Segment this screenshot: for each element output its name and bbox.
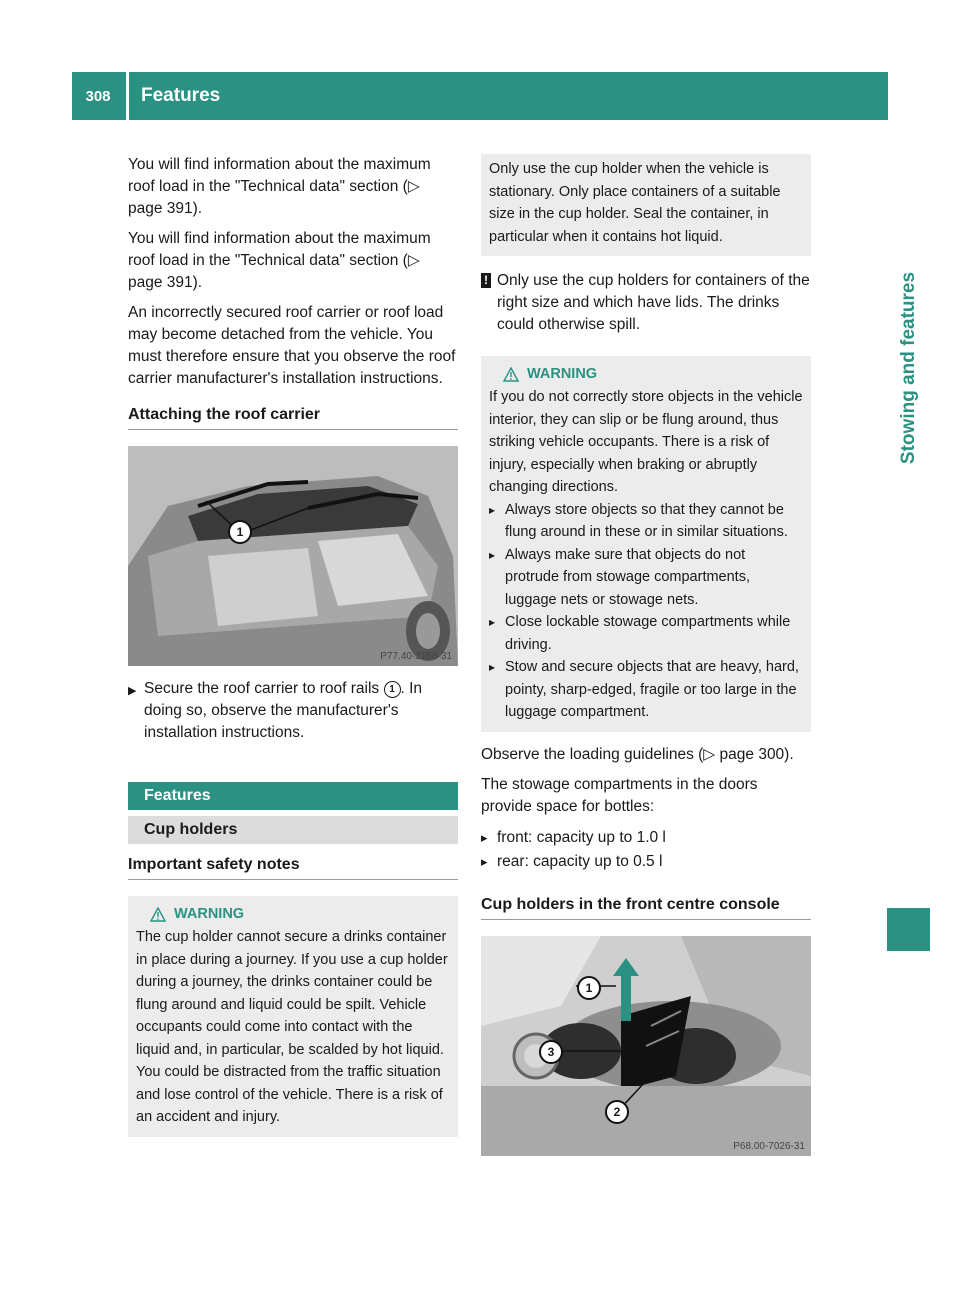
paragraph-roof-load-1: You will find information about the maximum roof load in the "Technical data" section (▷ page 391). bbox=[128, 156, 431, 217]
page-title: Features bbox=[141, 85, 221, 106]
paragraph-roof-carrier-warning: An incorrectly secured roof carrier or roof load may become detached from the vehicle. You must therefore ensure that you observe the roof carrier manufacturer's installation instructions. bbox=[128, 304, 456, 387]
warning-text: If you do not correctly store objects in the vehicle interior, they can slip or be flung around, thus striking vehicle occupants. There is a risk of injury, especially when braking or abruptly changing directions. bbox=[489, 389, 803, 495]
warning-box-cup-holder bbox=[128, 896, 458, 1137]
info-box-text: Only use the cup holder when the vehicle is stationary. Only place containers of a suitable size in the cup holder. Seal the container, in particular when it contains hot liquid. bbox=[489, 161, 781, 245]
capacity-list bbox=[481, 826, 811, 874]
caution-note bbox=[481, 270, 811, 336]
caution-text: Only use the cup holders for containers of the right size and which have lids. The drinks could otherwise spill. bbox=[497, 272, 810, 333]
warning-box-objects bbox=[481, 356, 811, 732]
side-tab bbox=[887, 123, 930, 613]
info-box-cup-holder bbox=[481, 154, 811, 256]
warning-header bbox=[136, 906, 450, 922]
exclamation-icon: ! bbox=[481, 273, 491, 288]
figure2-callout-2: 2 bbox=[605, 1100, 629, 1124]
section-band-cup-holders: Cup holders bbox=[128, 816, 458, 844]
warning-label: WARNING bbox=[527, 366, 598, 382]
list-item: ▸ Always make sure that objects do not protrude from stowage compartments, luggage nets or stowage nets. bbox=[489, 544, 803, 612]
figure1-callout-1: 1 bbox=[228, 520, 252, 544]
list-item: ▸ rear: capacity up to 0.5 l bbox=[481, 850, 811, 874]
side-tab-label: Stowing and features bbox=[897, 271, 919, 465]
left-column bbox=[128, 154, 458, 1137]
header-separator bbox=[126, 72, 129, 120]
paragraph-loading-guidelines: Observe the loading guidelines (▷ page 300). bbox=[481, 745, 794, 763]
cup-holder-illustration bbox=[481, 936, 811, 1156]
cup-holder-figure bbox=[481, 936, 811, 1156]
page-number: 308 bbox=[85, 87, 111, 105]
heading-safety-notes: Important safety notes bbox=[128, 852, 458, 880]
figure2-code: P68.00-7026-31 bbox=[733, 1140, 805, 1152]
figure2-callout-3: 3 bbox=[539, 1040, 563, 1064]
heading-attaching-roof-carrier: Attaching the roof carrier bbox=[128, 402, 458, 430]
warning-header bbox=[489, 366, 803, 382]
side-tab-marker bbox=[887, 908, 930, 951]
warning-bullet-list bbox=[489, 499, 803, 724]
paragraph-door-compartments: The stowage compartments in the doors provide space for bottles: bbox=[481, 775, 758, 815]
warning-triangle-icon bbox=[150, 907, 166, 922]
figure1-code: P77.40-2158-31 bbox=[380, 651, 452, 662]
step-text-after: . In doing so, observe the manufacturer's installation instructions. bbox=[144, 680, 423, 741]
warning-label: WARNING bbox=[174, 906, 245, 922]
roof-carrier-figure bbox=[128, 446, 458, 666]
step-text-before: Secure the roof carrier to roof rails bbox=[144, 680, 380, 697]
heading-front-console-cup-holders: Cup holders in the front centre console bbox=[481, 892, 811, 920]
warning-triangle-icon bbox=[503, 367, 519, 382]
list-item: ▸ Always store objects so that they cannot be flung around in these or in similar situations. bbox=[489, 499, 803, 544]
list-item: ▸ front: capacity up to 1.0 l bbox=[481, 826, 811, 850]
car-roof-illustration bbox=[128, 446, 458, 666]
list-item: ▸ Close lockable stowage compartments while driving. bbox=[489, 611, 803, 656]
list-item: ▸ Stow and secure objects that are heavy, hard, pointy, sharp-edged, fragile or too large in the luggage compartment. bbox=[489, 656, 803, 724]
figure2-callout-1: 1 bbox=[577, 976, 601, 1000]
callout-1-icon: 1 bbox=[384, 681, 401, 698]
right-column bbox=[481, 154, 811, 1156]
warning-text: The cup holder cannot secure a drinks container in place during a journey. If you use a cup holder during a journey, the drinks container could be flung around and liquid could be spilt. Vehicle occupants could come into contact with the liquid and, in particular, be scalded by hot liquid. You could be distracted from the traffic situation and lose control of the vehicle. There is a risk of an accident and injury. bbox=[136, 929, 448, 1125]
step-secure-roof-carrier bbox=[128, 678, 458, 744]
paragraph-roof-load-2: You will find information about the maximum roof load in the "Technical data" section (▷ page 391). bbox=[128, 230, 431, 291]
section-band-features: Features bbox=[128, 782, 458, 810]
